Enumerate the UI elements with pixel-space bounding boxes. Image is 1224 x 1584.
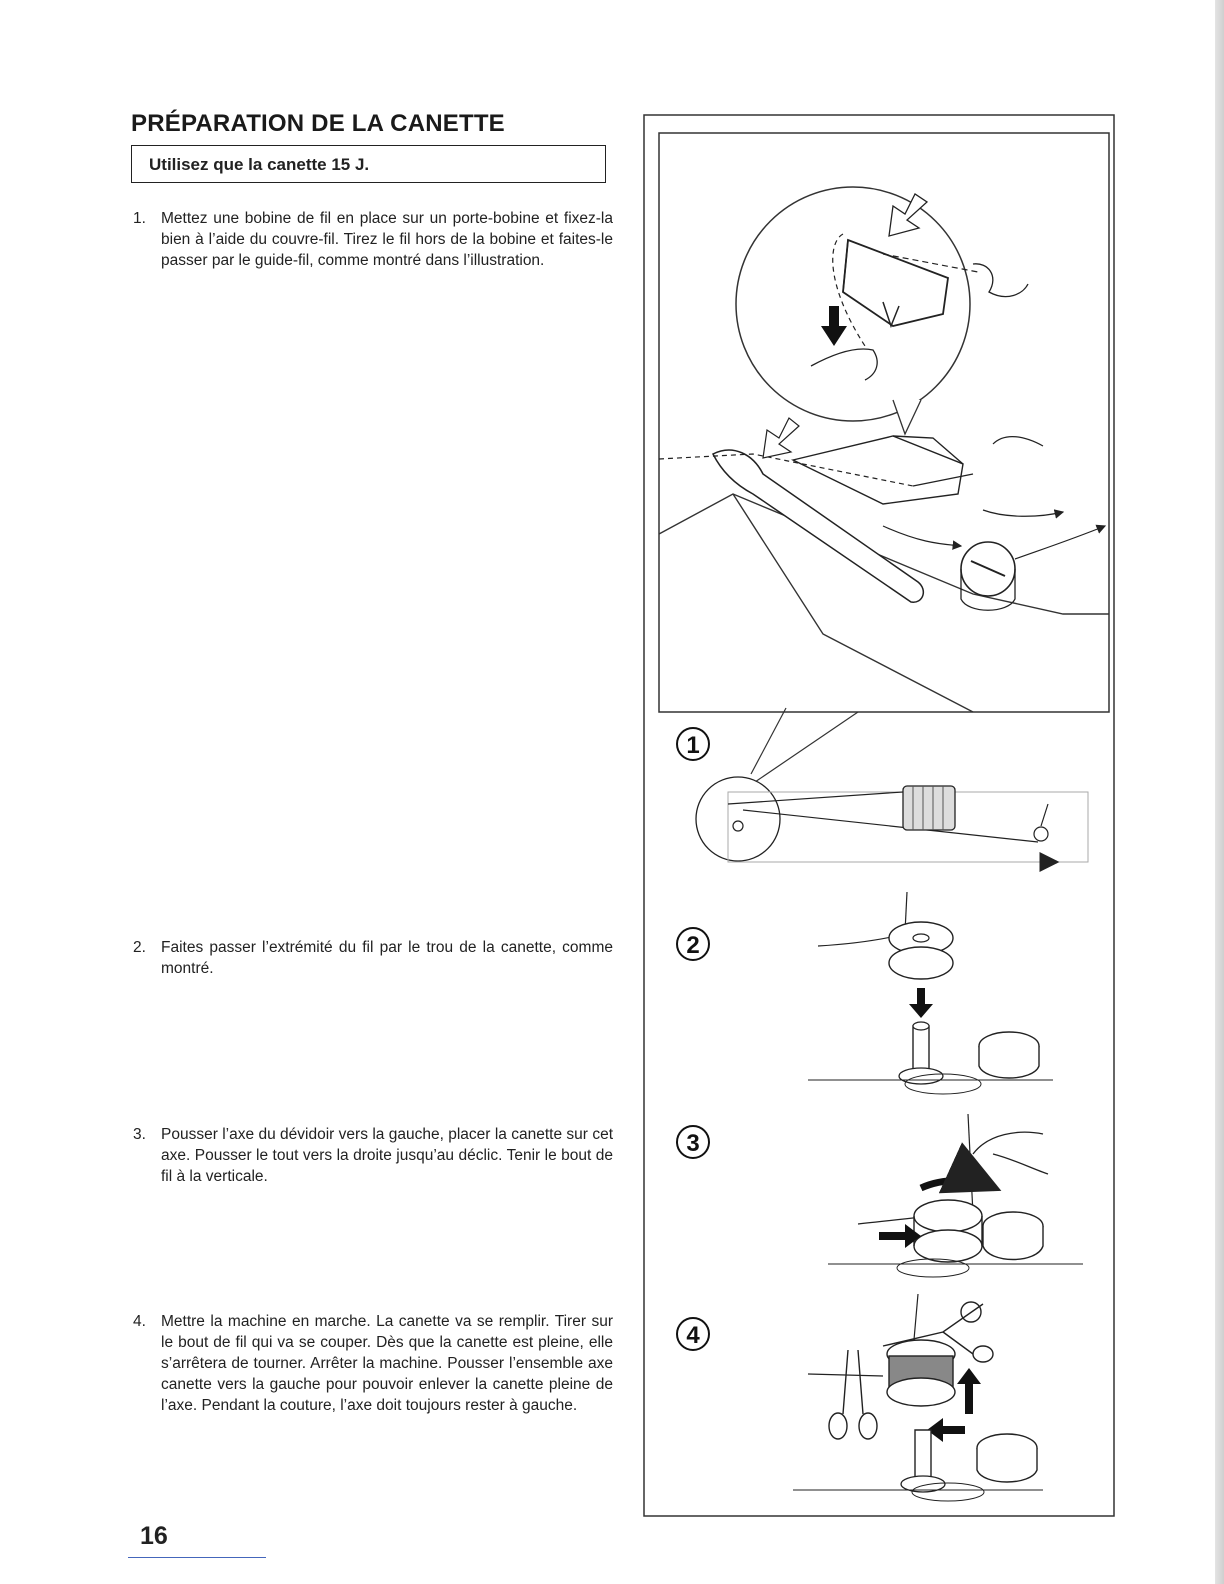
push-left-arrow-icon	[927, 1418, 965, 1442]
svg-text:4: 4	[686, 1322, 700, 1349]
svg-text:3: 3	[686, 1130, 700, 1157]
step-number-label-1	[677, 728, 709, 760]
bobbin-type-note: Utilisez que la canette 15 J.	[149, 155, 370, 174]
thread-guide-body	[793, 436, 963, 504]
page-number-underline	[128, 1557, 266, 1558]
step-1-overview	[696, 708, 1088, 862]
step-4-number: 4.	[133, 1313, 146, 1330]
up-arrow-icon	[957, 1368, 981, 1414]
step-number-label-4	[677, 1318, 709, 1350]
step-1-text: Mettez une bobine de fil en place sur un porte-bobine et fixez-la bien à l’aide du couvre-fil. Tirez le fil hors de la bobine et faites-le passer par le guide-fil, comme montré dans l’illustration.	[161, 210, 613, 269]
step-number-label-2	[677, 928, 709, 960]
page-title: PRÉPARATION DE LA CANETTE	[131, 110, 505, 137]
step-1	[133, 208, 613, 271]
bobbin-winding-illustration	[643, 114, 1115, 1518]
scissors-left-icon	[843, 1350, 863, 1414]
magnifier-pointer	[893, 400, 921, 434]
step-2-number: 2.	[133, 939, 146, 956]
step-3	[133, 1124, 613, 1187]
machine-top-edge	[659, 494, 1109, 614]
step-3-number: 3.	[133, 1126, 146, 1143]
page-number: 16	[140, 1522, 168, 1550]
down-arrow-icon	[909, 988, 933, 1018]
page-edge-shadow	[1215, 0, 1224, 1584]
step-4-wind-and-remove	[793, 1294, 1043, 1501]
step-4-text: Mettre la machine en marche. La canette va se remplir. Tirer sur le bout de fil qui va se couper. Dès que la canette est pleine, elle s’arrêtera de tourner. Arrêter la machine. Pousser l’ensemble axe canette vers la gauche pour pouvoir enlever la canette pleine de l’axe. Pendant la couture, l’axe doit toujours rester à gauche.	[161, 1313, 613, 1414]
overview-magnifier-circle	[696, 777, 780, 861]
step-3-place-bobbin	[828, 1114, 1083, 1277]
thread-direction-arrow-icon	[763, 418, 799, 458]
step-number-label-3	[677, 1126, 709, 1158]
thread-guide-detail-panel	[659, 133, 1109, 712]
step-2	[133, 937, 613, 979]
bobbin-type-note-box	[131, 145, 606, 183]
step-4	[133, 1311, 613, 1416]
winder-shaft-icon	[913, 1026, 929, 1072]
step-3-text: Pousser l’axe du dévidoir vers la gauche, placer la canette sur cet axe. Pousser le tout vers la droite jusqu’au déclic. Tenir le bout de fil à la verticale.	[161, 1126, 613, 1185]
hand-icon	[973, 1132, 1048, 1174]
step-2-thread-bobbin	[808, 892, 1053, 1094]
thread-spool-icon	[903, 786, 955, 830]
svg-text:2: 2	[686, 932, 700, 959]
step-2-text: Faites passer l’extrémité du fil par le trou de la canette, comme montré.	[161, 939, 613, 977]
step-1-number: 1.	[133, 210, 146, 227]
svg-text:1: 1	[686, 732, 700, 759]
rotation-arrow-icon	[921, 1181, 995, 1189]
